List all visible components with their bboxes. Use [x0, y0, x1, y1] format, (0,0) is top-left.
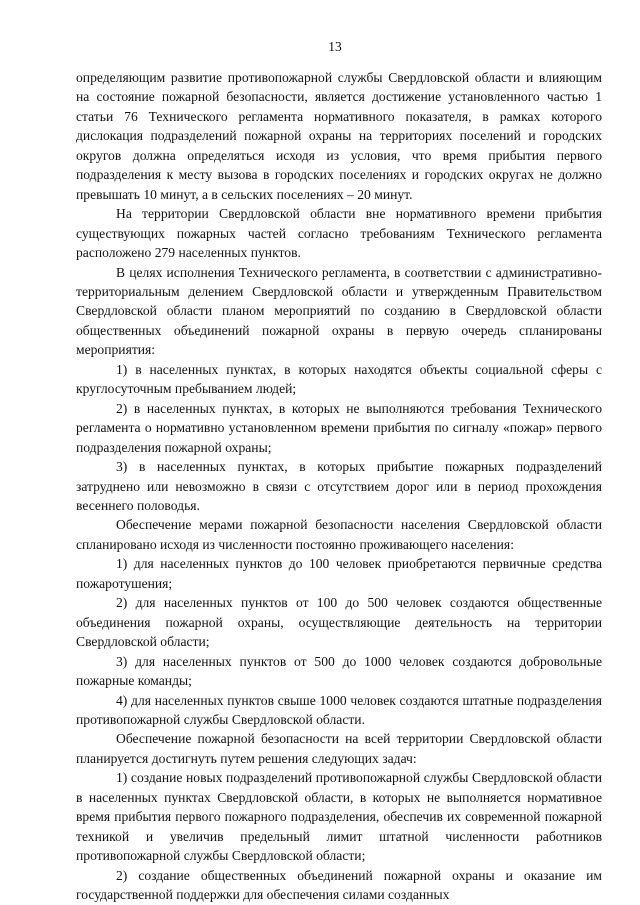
list-item: 2) создание общественных объединений пожарной охраны и оказание им государственной поддержки для обеспечения силами созданных [76, 867, 602, 903]
list-item: 3) для населенных пунктов от 500 до 1000 человек создаются добровольные пожарные команды; [76, 653, 602, 689]
list-item: 2) в населенных пунктах, в которых не выполняются требования Технического регламента о нормативно установленном времени прибытия по сигналу «пожар» первого подразделения пожарной охраны; [76, 400, 602, 455]
paragraph-12: Обеспечение пожарной безопасности на всей территории Свердловской области планируется достигнуть путем решения следующих задач: [76, 731, 602, 766]
paragraph-2: На территории Свердловской области вне нормативного времени прибытия существующих пожарных частей согласно требованиям Технического регламента расположено 279 населенных пунктов. [76, 206, 602, 261]
list-item: 3) в населенных пунктах, в которых прибытие пожарных подразделений затруднено или невозможно в связи с отсутствием дорог или в период прохождения весеннего половодья. [76, 459, 602, 513]
page-number: 13 [328, 39, 342, 54]
paragraph-3: В целях исполнения Технического регламента, в соответствии с административно-территориальным делением Свердловской области и утвержденным Правительством Свердловской области планом мероприятий по созданию в Свердловской области общественных объединений пожарной охраны в первую очередь спланированы мероприятия: [76, 264, 602, 358]
list-item: 1) для населенных пунктов до 100 человек приобретаются первичные средства пожаротушения; [76, 556, 602, 591]
document-body [76, 68, 602, 904]
paragraph-7: Обеспечение мерами пожарной безопасности населения Свердловской области спланировано исходя из численности постоянно проживающего населения: [76, 517, 602, 552]
list-item: 1) в населенных пунктах, в которых находятся объекты социальной сферы с круглосуточным пребыванием людей; [76, 361, 602, 397]
list-item: 1) создание новых подразделений противопожарной службы Свердловской области в населенных пунктах Свердловской области, в которых не выполняется нормативное время прибытия первого пожарного подразделения, обеспечив их современной пожарной техникой и увеличив предельный лимит штатной численности работников противопожарной службы Свердловской области; [76, 770, 602, 864]
list-item: 2) для населенных пунктов от 100 до 500 человек создаются общественные объединения пожарной охраны, осуществляющие деятельность на территории Свердловской области; [76, 595, 602, 650]
list-item: 4) для населенных пунктов свыше 1000 человек создаются штатные подразделения противопожарной службы Свердловской области. [76, 692, 602, 727]
paragraph-1: определяющим развитие противопожарной службы Свердловской области и влияющим на состояние пожарной безопасности, является достижение установленного частью 1 статьи 76 Технического регламента нормативного показателя, в рамках которого дислокация подразделений пожарной охраны на территориях поселений и городских округов должна определяться исходя из условия, что время прибытия первого подразделения к месту вызова в городских поселениях и городских округах не должно превышать 10 минут, а в сельских поселениях – 20 минут. [76, 70, 602, 202]
